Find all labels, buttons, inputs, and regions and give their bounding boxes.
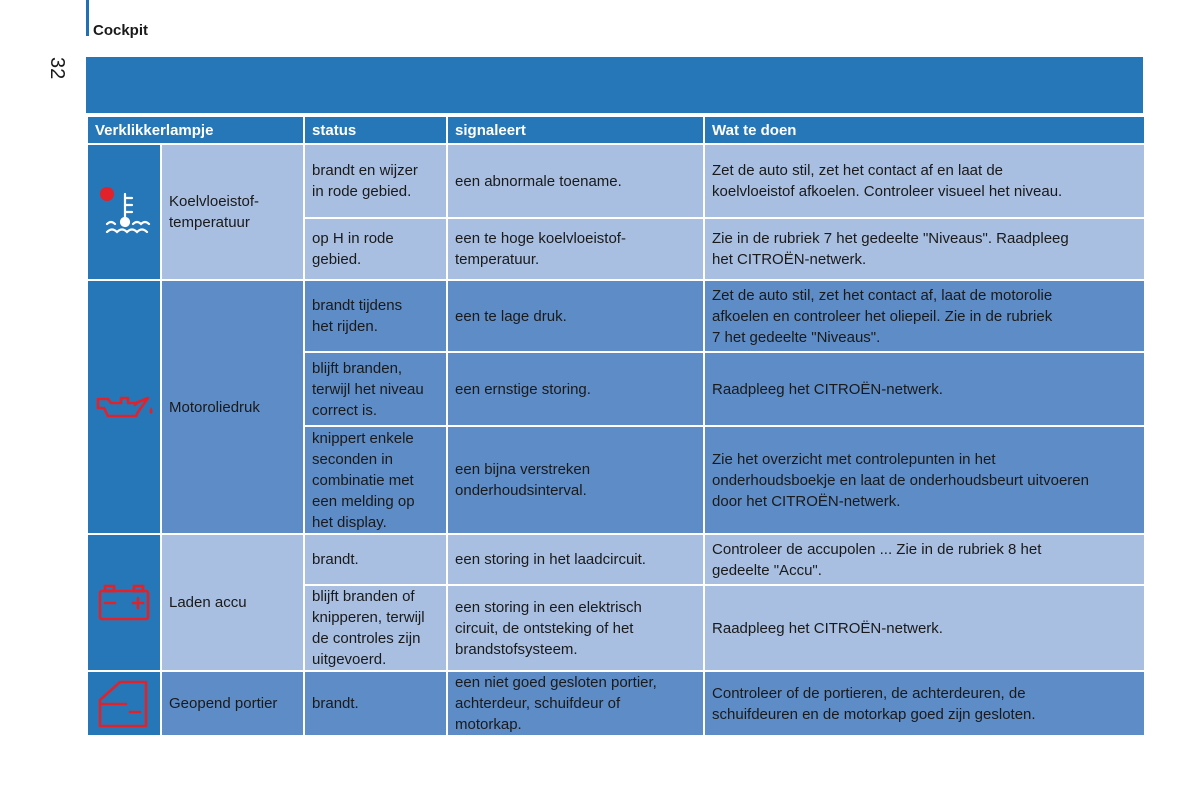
page-number: 32 — [46, 57, 68, 80]
signal-cell: een storing in een elektrisch circuit, de ontsteking of het brandstofsysteem. — [447, 585, 704, 671]
status-cell: brandt tijdens het rijden. — [304, 280, 447, 352]
action-cell: Controleer of de portieren, de achterdeuren, de schuifdeuren en de motorkap goed zijn gesloten. — [704, 671, 1145, 736]
signal-cell: een abnormale toename. — [447, 144, 704, 218]
table-banner — [86, 57, 1143, 113]
action-cell: Zet de auto stil, zet het contact af en laat de koelvloeistof afkoelen. Controleer visueel het niveau. — [704, 144, 1145, 218]
coolant-temperature-icon — [95, 182, 155, 242]
open-door-icon — [96, 678, 152, 730]
signal-cell: een niet goed gesloten portier, achterdeur, schuifdeur of motorkap. — [447, 671, 704, 736]
column-header-light: Verklikkerlampje — [87, 116, 304, 144]
signal-cell: een te hoge koelvloeistof- temperatuur. — [447, 218, 704, 280]
indicator-icon-cell — [87, 671, 161, 736]
indicator-name: Laden accu — [161, 534, 304, 671]
action-cell: Zet de auto stil, zet het contact af, laat de motorolie afkoelen en controleer het oliepeil. Zie in de rubriek 7 het gedeelte "Niveaus". — [704, 280, 1145, 352]
signal-cell: een storing in het laadcircuit. — [447, 534, 704, 585]
status-cell: op H in rode gebied. — [304, 218, 447, 280]
action-cell: Raadpleeg het CITROËN-netwerk. — [704, 352, 1145, 426]
signal-cell: een bijna verstreken onderhoudsinterval. — [447, 426, 704, 534]
table-header-row — [87, 116, 1145, 144]
table-row — [87, 280, 1145, 352]
action-cell: Zie het overzicht met controlepunten in het onderhoudsboekje en laat de onderhoudsbeurt uitvoeren door het CITROËN-netwerk. — [704, 426, 1145, 534]
indicator-name: Koelvloeistof- temperatuur — [161, 144, 304, 280]
table-row — [87, 671, 1145, 736]
indicator-icon-cell — [87, 534, 161, 671]
battery-icon — [96, 583, 152, 623]
header-accent-bar — [86, 0, 89, 36]
signal-cell: een ernstige storing. — [447, 352, 704, 426]
column-header-signal: signaleert — [447, 116, 704, 144]
status-cell: blijft branden of knipperen, terwijl de controles zijn uitgevoerd. — [304, 585, 447, 671]
column-header-action: Wat te doen — [704, 116, 1145, 144]
indicator-name: Motoroliedruk — [161, 280, 304, 534]
action-cell: Raadpleeg het CITROËN-netwerk. — [704, 585, 1145, 671]
oil-pressure-icon — [95, 387, 157, 427]
status-cell: brandt. — [304, 534, 447, 585]
status-cell: knippert enkele seconden in combinatie met een melding op het display. — [304, 426, 447, 534]
table-row — [87, 144, 1145, 218]
action-cell: Zie in de rubriek 7 het gedeelte "Niveaus". Raadpleeg het CITROËN-netwerk. — [704, 218, 1145, 280]
status-cell: brandt en wijzer in rode gebied. — [304, 144, 447, 218]
signal-cell: een te lage druk. — [447, 280, 704, 352]
indicator-icon-cell — [87, 144, 161, 280]
warning-lights-table — [86, 115, 1146, 737]
indicator-icon-cell — [87, 280, 161, 534]
column-header-status: status — [304, 116, 447, 144]
status-cell: brandt. — [304, 671, 447, 736]
status-cell: blijft branden, terwijl het niveau correct is. — [304, 352, 447, 426]
section-title: Cockpit — [93, 22, 149, 39]
table-row — [87, 534, 1145, 585]
action-cell: Controleer de accupolen ... Zie in de rubriek 8 het gedeelte "Accu". — [704, 534, 1145, 585]
indicator-name: Geopend portier — [161, 671, 304, 736]
